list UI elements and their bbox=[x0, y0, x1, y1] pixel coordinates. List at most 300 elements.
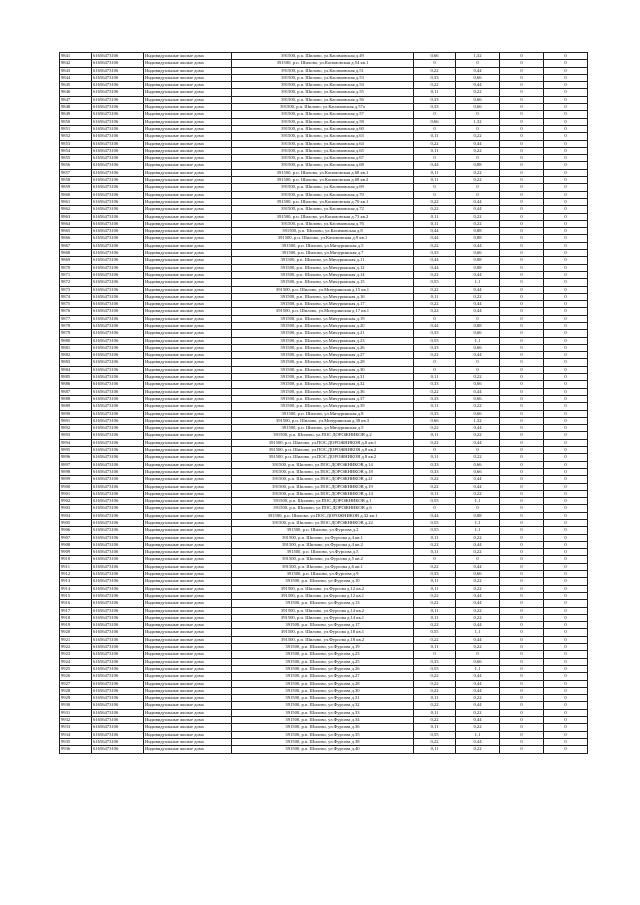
category-cell: Индивидуальные жилые дома bbox=[144, 169, 232, 176]
address-cell: 391500, р.п. Шилово, ул.Мичуринская д.17 кв.1 bbox=[232, 308, 414, 315]
category-cell: Индивидуальные жилые дома bbox=[144, 636, 232, 643]
value-cell: 0,66 bbox=[456, 571, 500, 578]
table-body bbox=[60, 53, 588, 754]
table-row bbox=[60, 184, 588, 191]
value-cell: 0 bbox=[500, 111, 544, 118]
code-cell: 61656473106 bbox=[92, 665, 144, 672]
category-cell: Индивидуальные жилые дома bbox=[144, 498, 232, 505]
row-number-cell: 9913 bbox=[60, 578, 92, 585]
address-cell: 391500, р.п. Шилово, ул.Фурсова д.18 кв.1 bbox=[232, 629, 414, 636]
row-number-cell: 9905 bbox=[60, 520, 92, 527]
row-number-cell: 9844 bbox=[60, 74, 92, 81]
row-number-cell: 9856 bbox=[60, 162, 92, 169]
category-cell: Индивидуальные жилые дома bbox=[144, 687, 232, 694]
address-cell: 391500, р.п. Шилово, ул.Мичуринская д.7 bbox=[232, 250, 414, 257]
code-cell: 61656473106 bbox=[92, 235, 144, 242]
table-row bbox=[60, 352, 588, 359]
value-cell: 0 bbox=[544, 322, 588, 329]
value-cell: 0,44 bbox=[456, 673, 500, 680]
value-cell: 0,11 bbox=[414, 293, 456, 300]
value-cell: 0 bbox=[544, 162, 588, 169]
code-cell: 61656473106 bbox=[92, 673, 144, 680]
value-cell: 0 bbox=[500, 104, 544, 111]
value-cell: 0 bbox=[500, 133, 544, 140]
address-cell: 391500, р.п. Шилово, ул.Фурсова д.28 bbox=[232, 680, 414, 687]
value-cell: 0 bbox=[544, 520, 588, 527]
value-cell: 0,44 bbox=[456, 439, 500, 446]
category-cell: Индивидуальные жилые дома bbox=[144, 527, 232, 534]
address-cell: 391500, р.п. Шилово, ул.Фурсова д.5 bbox=[232, 549, 414, 556]
value-cell: 0,22 bbox=[456, 490, 500, 497]
value-cell: 0 bbox=[456, 315, 500, 322]
code-cell: 61656473106 bbox=[92, 315, 144, 322]
value-cell: 0,22 bbox=[414, 541, 456, 548]
value-cell: 0 bbox=[500, 585, 544, 592]
category-cell: Индивидуальные жилые дома bbox=[144, 717, 232, 724]
value-cell: 0 bbox=[544, 687, 588, 694]
category-cell: Индивидуальные жилые дома bbox=[144, 330, 232, 337]
address-cell: 391500, р.п. Шилово, ул.Касимовская д.54 bbox=[232, 82, 414, 89]
value-cell: 0 bbox=[500, 636, 544, 643]
table-row bbox=[60, 162, 588, 169]
address-cell: 391500, р.п. Шилово, ул.Касимовская д.9 кв.1 bbox=[232, 235, 414, 242]
category-cell: Индивидуальные жилые дома bbox=[144, 96, 232, 103]
value-cell: 0 bbox=[500, 702, 544, 709]
table-row bbox=[60, 104, 588, 111]
value-cell: 1,32 bbox=[456, 417, 500, 424]
value-cell: 0 bbox=[500, 417, 544, 424]
category-cell: Индивидуальные жилые дома bbox=[144, 665, 232, 672]
value-cell: 0,66 bbox=[456, 658, 500, 665]
value-cell: 0,55 bbox=[414, 337, 456, 344]
value-cell: 0 bbox=[456, 111, 500, 118]
value-cell: 0 bbox=[500, 235, 544, 242]
table-row bbox=[60, 658, 588, 665]
table-row bbox=[60, 432, 588, 439]
value-cell: 0 bbox=[456, 155, 500, 162]
code-cell: 61656473106 bbox=[92, 220, 144, 227]
value-cell: 1,1 bbox=[456, 498, 500, 505]
value-cell: 0,22 bbox=[414, 82, 456, 89]
value-cell: 0 bbox=[500, 359, 544, 366]
code-cell: 61656473106 bbox=[92, 286, 144, 293]
code-cell: 61656473106 bbox=[92, 67, 144, 74]
address-cell: 391500, р.п. Шилово, ул.ПОС.ДОРОЖНИКОВ д.2 bbox=[232, 432, 414, 439]
row-number-cell: 9927 bbox=[60, 680, 92, 687]
address-cell: 391500, р.п. Шилово, ул.Мичуринская д.20 bbox=[232, 322, 414, 329]
row-number-cell: 9866 bbox=[60, 235, 92, 242]
row-number-cell: 9852 bbox=[60, 133, 92, 140]
row-number-cell: 9922 bbox=[60, 644, 92, 651]
value-cell: 0 bbox=[544, 702, 588, 709]
value-cell: 0 bbox=[544, 352, 588, 359]
code-cell: 61656473106 bbox=[92, 614, 144, 621]
value-cell: 0,88 bbox=[456, 162, 500, 169]
category-cell: Индивидуальные жилые дома bbox=[144, 746, 232, 753]
value-cell: 0 bbox=[500, 140, 544, 147]
row-number-cell: 9853 bbox=[60, 140, 92, 147]
value-cell: 0 bbox=[500, 250, 544, 257]
value-cell: 0 bbox=[500, 724, 544, 731]
value-cell: 0,44 bbox=[414, 512, 456, 519]
value-cell: 0,22 bbox=[456, 403, 500, 410]
value-cell: 0 bbox=[544, 53, 588, 60]
address-cell: 391500, р.п. Шилово, ул.Фурсова д.5 кв.2 bbox=[232, 556, 414, 563]
value-cell: 0,33 bbox=[414, 250, 456, 257]
row-number-cell: 9935 bbox=[60, 738, 92, 745]
row-number-cell: 9906 bbox=[60, 527, 92, 534]
table-row bbox=[60, 279, 588, 286]
value-cell: 0 bbox=[544, 279, 588, 286]
value-cell: 0 bbox=[544, 257, 588, 264]
table-row bbox=[60, 395, 588, 402]
value-cell: 0 bbox=[456, 184, 500, 191]
address-cell: 391500, р.п. Шилово, ул.Мичуринская д.38 кв.3 bbox=[232, 417, 414, 424]
row-number-cell: 9851 bbox=[60, 125, 92, 132]
table-row bbox=[60, 498, 588, 505]
category-cell: Индивидуальные жилые дома bbox=[144, 410, 232, 417]
table-row bbox=[60, 592, 588, 599]
category-cell: Индивидуальные жилые дома bbox=[144, 191, 232, 198]
category-cell: Индивидуальные жилые дома bbox=[144, 454, 232, 461]
value-cell: 0 bbox=[544, 381, 588, 388]
value-cell: 0 bbox=[500, 322, 544, 329]
category-cell: Индивидуальные жилые дома bbox=[144, 53, 232, 60]
table-row bbox=[60, 242, 588, 249]
value-cell: 0 bbox=[544, 60, 588, 67]
value-cell: 0,22 bbox=[414, 140, 456, 147]
value-cell: 0,11 bbox=[414, 695, 456, 702]
value-cell: 0 bbox=[500, 709, 544, 716]
value-cell: 1,32 bbox=[456, 53, 500, 60]
row-number-cell: 9875 bbox=[60, 301, 92, 308]
row-number-cell: 9923 bbox=[60, 651, 92, 658]
value-cell: 0 bbox=[544, 388, 588, 395]
value-cell: 0,22 bbox=[414, 425, 456, 432]
value-cell: 0 bbox=[414, 60, 456, 67]
value-cell: 0 bbox=[544, 746, 588, 753]
code-cell: 61656473106 bbox=[92, 629, 144, 636]
code-cell: 61656473106 bbox=[92, 213, 144, 220]
address-cell: 391500, р.п. Шилово, ул.Фурсова д.33 bbox=[232, 709, 414, 716]
value-cell: 0 bbox=[456, 359, 500, 366]
table-row bbox=[60, 520, 588, 527]
code-cell: 61656473106 bbox=[92, 279, 144, 286]
value-cell: 0 bbox=[544, 447, 588, 454]
category-cell: Индивидуальные жилые дома bbox=[144, 622, 232, 629]
value-cell: 0,88 bbox=[456, 322, 500, 329]
table-row bbox=[60, 155, 588, 162]
value-cell: 0,22 bbox=[414, 702, 456, 709]
row-number-cell: 9862 bbox=[60, 206, 92, 213]
code-cell: 61656473106 bbox=[92, 746, 144, 753]
address-cell: 391500, р.п. Шилово, ул.Мичуринская д.26 bbox=[232, 344, 414, 351]
row-number-cell: 9920 bbox=[60, 629, 92, 636]
category-cell: Индивидуальные жилые дома bbox=[144, 235, 232, 242]
value-cell: 0 bbox=[456, 651, 500, 658]
value-cell: 0 bbox=[456, 125, 500, 132]
table-row bbox=[60, 461, 588, 468]
value-cell: 0 bbox=[500, 549, 544, 556]
value-cell: 0 bbox=[544, 96, 588, 103]
table-row bbox=[60, 125, 588, 132]
value-cell: 0 bbox=[500, 644, 544, 651]
address-cell: 391500, р.п. Шилово, ул.Фурсова д.2 bbox=[232, 527, 414, 534]
value-cell: 1,1 bbox=[456, 731, 500, 738]
address-cell: 391500, р.п. Шилово, ул.Мичуринская д.11 bbox=[232, 257, 414, 264]
table-row bbox=[60, 89, 588, 96]
table-row bbox=[60, 702, 588, 709]
value-cell: 0 bbox=[500, 461, 544, 468]
table-row bbox=[60, 417, 588, 424]
value-cell: 0 bbox=[544, 563, 588, 570]
value-cell: 0,22 bbox=[414, 388, 456, 395]
table-row bbox=[60, 614, 588, 621]
address-cell: 391500, р.п. Шилово, ул.Мичуринская д.19 bbox=[232, 315, 414, 322]
value-cell: 0 bbox=[544, 695, 588, 702]
value-cell: 0,22 bbox=[414, 563, 456, 570]
table-row bbox=[60, 118, 588, 125]
value-cell: 0 bbox=[500, 257, 544, 264]
value-cell: 0 bbox=[500, 82, 544, 89]
category-cell: Индивидуальные жилые дома bbox=[144, 439, 232, 446]
table-row bbox=[60, 490, 588, 497]
address-cell: 391500, р.п. Шилово, ул.Касимовская д.49 bbox=[232, 53, 414, 60]
address-cell: 391500, р.п. Шилово, ул.Фурсова д.14 кв.1 bbox=[232, 614, 414, 621]
row-number-cell: 9886 bbox=[60, 381, 92, 388]
code-cell: 61656473106 bbox=[92, 395, 144, 402]
value-cell: 0 bbox=[544, 67, 588, 74]
category-cell: Индивидуальные жилые дома bbox=[144, 658, 232, 665]
address-cell: 391500, р.п. Шилово, ул.Мичуринская д.28 bbox=[232, 359, 414, 366]
value-cell: 0,22 bbox=[456, 213, 500, 220]
row-number-cell: 9876 bbox=[60, 308, 92, 315]
value-cell: 0 bbox=[500, 279, 544, 286]
code-cell: 61656473106 bbox=[92, 461, 144, 468]
value-cell: 0 bbox=[500, 410, 544, 417]
row-number-cell: 9934 bbox=[60, 731, 92, 738]
category-cell: Индивидуальные жилые дома bbox=[144, 724, 232, 731]
category-cell: Индивидуальные жилые дома bbox=[144, 432, 232, 439]
value-cell: 0 bbox=[544, 191, 588, 198]
address-cell: 391500, р.п. Шилово, ул.Касимовская д.68 кв.1 bbox=[232, 169, 414, 176]
value-cell: 0 bbox=[500, 198, 544, 205]
value-cell: 0,33 bbox=[414, 344, 456, 351]
value-cell: 0,66 bbox=[456, 381, 500, 388]
value-cell: 0 bbox=[544, 738, 588, 745]
value-cell: 0,11 bbox=[414, 549, 456, 556]
value-cell: 0,22 bbox=[456, 177, 500, 184]
table-row bbox=[60, 571, 588, 578]
value-cell: 0,11 bbox=[414, 147, 456, 154]
value-cell: 0,44 bbox=[456, 476, 500, 483]
value-cell: 0 bbox=[544, 724, 588, 731]
category-cell: Индивидуальные жилые дома bbox=[144, 133, 232, 140]
value-cell: 0 bbox=[544, 315, 588, 322]
row-number-cell: 9881 bbox=[60, 344, 92, 351]
address-cell: 391500, р.п. Шилово, ул.ПОС.ДОРОЖНИКОВ д.14 bbox=[232, 490, 414, 497]
value-cell: 0 bbox=[500, 629, 544, 636]
value-cell: 0,66 bbox=[456, 250, 500, 257]
table-row bbox=[60, 644, 588, 651]
value-cell: 0 bbox=[456, 191, 500, 198]
category-cell: Индивидуальные жилые дома bbox=[144, 118, 232, 125]
value-cell: 0 bbox=[500, 717, 544, 724]
address-cell: 391500, р.п. Шилово, ул.Касимовская д.63 bbox=[232, 133, 414, 140]
value-cell: 0,11 bbox=[414, 220, 456, 227]
value-cell: 0 bbox=[544, 82, 588, 89]
value-cell: 0,66 bbox=[456, 96, 500, 103]
value-cell: 0 bbox=[500, 738, 544, 745]
category-cell: Индивидуальные жилые дома bbox=[144, 600, 232, 607]
row-number-cell: 9936 bbox=[60, 746, 92, 753]
value-cell: 0 bbox=[500, 89, 544, 96]
value-cell: 0,44 bbox=[456, 301, 500, 308]
code-cell: 61656473106 bbox=[92, 330, 144, 337]
row-number-cell: 9895 bbox=[60, 447, 92, 454]
value-cell: 0 bbox=[500, 403, 544, 410]
value-cell: 0 bbox=[544, 461, 588, 468]
category-cell: Индивидуальные жилые дома bbox=[144, 447, 232, 454]
value-cell: 0 bbox=[500, 352, 544, 359]
row-number-cell: 9909 bbox=[60, 549, 92, 556]
category-cell: Индивидуальные жилые дома bbox=[144, 476, 232, 483]
row-number-cell: 9890 bbox=[60, 410, 92, 417]
category-cell: Индивидуальные жилые дома bbox=[144, 198, 232, 205]
row-number-cell: 9843 bbox=[60, 67, 92, 74]
value-cell: 0 bbox=[544, 337, 588, 344]
table-row bbox=[60, 366, 588, 373]
value-cell: 1,1 bbox=[456, 527, 500, 534]
address-cell: 391500, р.п. Шилово, ул.Касимовская д.65 bbox=[232, 147, 414, 154]
code-cell: 61656473106 bbox=[92, 301, 144, 308]
value-cell: 0,22 bbox=[456, 607, 500, 614]
table-row bbox=[60, 717, 588, 724]
value-cell: 0,11 bbox=[414, 89, 456, 96]
value-cell: 0 bbox=[500, 425, 544, 432]
row-number-cell: 9921 bbox=[60, 636, 92, 643]
value-cell: 0,22 bbox=[456, 454, 500, 461]
value-cell: 0,11 bbox=[414, 454, 456, 461]
value-cell: 0 bbox=[500, 468, 544, 475]
address-cell: 391500, р.п. Шилово, ул.Фурсова д.12 кв.1 bbox=[232, 592, 414, 599]
value-cell: 0 bbox=[500, 680, 544, 687]
table-row bbox=[60, 527, 588, 534]
row-number-cell: 9849 bbox=[60, 111, 92, 118]
value-cell: 0,22 bbox=[456, 644, 500, 651]
table-row bbox=[60, 111, 588, 118]
code-cell: 61656473106 bbox=[92, 702, 144, 709]
code-cell: 61656473106 bbox=[92, 344, 144, 351]
table-row bbox=[60, 177, 588, 184]
address-cell: 391500, р.п. Шилово, ул.Касимовская д.57а bbox=[232, 104, 414, 111]
table-row bbox=[60, 738, 588, 745]
code-cell: 61656473106 bbox=[92, 147, 144, 154]
address-cell: 391500, р.п. Шилово, ул.Мичуринская д.27 bbox=[232, 352, 414, 359]
code-cell: 61656473106 bbox=[92, 162, 144, 169]
value-cell: 0,11 bbox=[414, 585, 456, 592]
value-cell: 0 bbox=[500, 337, 544, 344]
value-cell: 0,33 bbox=[414, 468, 456, 475]
code-cell: 61656473106 bbox=[92, 680, 144, 687]
value-cell: 0 bbox=[544, 629, 588, 636]
value-cell: 0 bbox=[544, 220, 588, 227]
address-cell: 391500, р.п. Шилово, ул.Мичуринская д.39 bbox=[232, 403, 414, 410]
category-cell: Индивидуальные жилые дома bbox=[144, 184, 232, 191]
value-cell: 0 bbox=[544, 600, 588, 607]
value-cell: 0,22 bbox=[414, 198, 456, 205]
code-cell: 61656473106 bbox=[92, 483, 144, 490]
category-cell: Индивидуальные жилые дома bbox=[144, 74, 232, 81]
value-cell: 0,44 bbox=[456, 67, 500, 74]
row-number-cell: 9901 bbox=[60, 490, 92, 497]
value-cell: 0 bbox=[500, 330, 544, 337]
value-cell: 0,44 bbox=[456, 425, 500, 432]
category-cell: Индивидуальные жилые дома bbox=[144, 162, 232, 169]
table-row bbox=[60, 673, 588, 680]
value-cell: 0,66 bbox=[456, 395, 500, 402]
value-cell: 1,1 bbox=[456, 279, 500, 286]
code-cell: 61656473106 bbox=[92, 585, 144, 592]
value-cell: 0 bbox=[500, 454, 544, 461]
address-cell: 391500, р.п. Шилово, ул.ПОС.ДОРОЖНИКОВ д.1 bbox=[232, 498, 414, 505]
value-cell: 0 bbox=[544, 228, 588, 235]
row-number-cell: 9870 bbox=[60, 264, 92, 271]
category-cell: Индивидуальные жилые дома bbox=[144, 279, 232, 286]
value-cell: 0,44 bbox=[456, 286, 500, 293]
row-number-cell: 9916 bbox=[60, 600, 92, 607]
category-cell: Индивидуальные жилые дома bbox=[144, 388, 232, 395]
category-cell: Индивидуальные жилые дома bbox=[144, 271, 232, 278]
code-cell: 61656473106 bbox=[92, 177, 144, 184]
row-number-cell: 9904 bbox=[60, 512, 92, 519]
address-cell: 391500, р.п. Шилово, ул.ПОС.ДОРОЖНИКОВ д.19 bbox=[232, 483, 414, 490]
category-cell: Индивидуальные жилые дома bbox=[144, 250, 232, 257]
row-number-cell: 9918 bbox=[60, 614, 92, 621]
value-cell: 0,33 bbox=[414, 104, 456, 111]
category-cell: Индивидуальные жилые дома bbox=[144, 461, 232, 468]
value-cell: 0,88 bbox=[456, 235, 500, 242]
code-cell: 61656473106 bbox=[92, 556, 144, 563]
row-number-cell: 9893 bbox=[60, 432, 92, 439]
value-cell: 0,44 bbox=[456, 242, 500, 249]
value-cell: 0,11 bbox=[414, 133, 456, 140]
code-cell: 61656473106 bbox=[92, 359, 144, 366]
value-cell: 0 bbox=[500, 96, 544, 103]
value-cell: 0 bbox=[544, 293, 588, 300]
row-number-cell: 9865 bbox=[60, 228, 92, 235]
table-row bbox=[60, 476, 588, 483]
table-row bbox=[60, 82, 588, 89]
value-cell: 0,66 bbox=[456, 344, 500, 351]
address-cell: 391500, р.п. Шилово, ул.Касимовская д.70 bbox=[232, 191, 414, 198]
address-cell: 391500, р.п. Шилово, ул.Фурсова д.35 bbox=[232, 731, 414, 738]
code-cell: 61656473106 bbox=[92, 60, 144, 67]
table-row bbox=[60, 198, 588, 205]
row-number-cell: 9900 bbox=[60, 483, 92, 490]
address-cell: 391500, р.п. Шилово, ул.Фурсова д.9 bbox=[232, 571, 414, 578]
code-cell: 61656473106 bbox=[92, 374, 144, 381]
row-number-cell: 9919 bbox=[60, 622, 92, 629]
category-cell: Индивидуальные жилые дома bbox=[144, 322, 232, 329]
category-cell: Индивидуальные жилые дома bbox=[144, 60, 232, 67]
category-cell: Индивидуальные жилые дома bbox=[144, 592, 232, 599]
code-cell: 61656473106 bbox=[92, 388, 144, 395]
value-cell: 0 bbox=[544, 177, 588, 184]
value-cell: 0 bbox=[544, 592, 588, 599]
value-cell: 0 bbox=[500, 439, 544, 446]
value-cell: 0,88 bbox=[456, 228, 500, 235]
